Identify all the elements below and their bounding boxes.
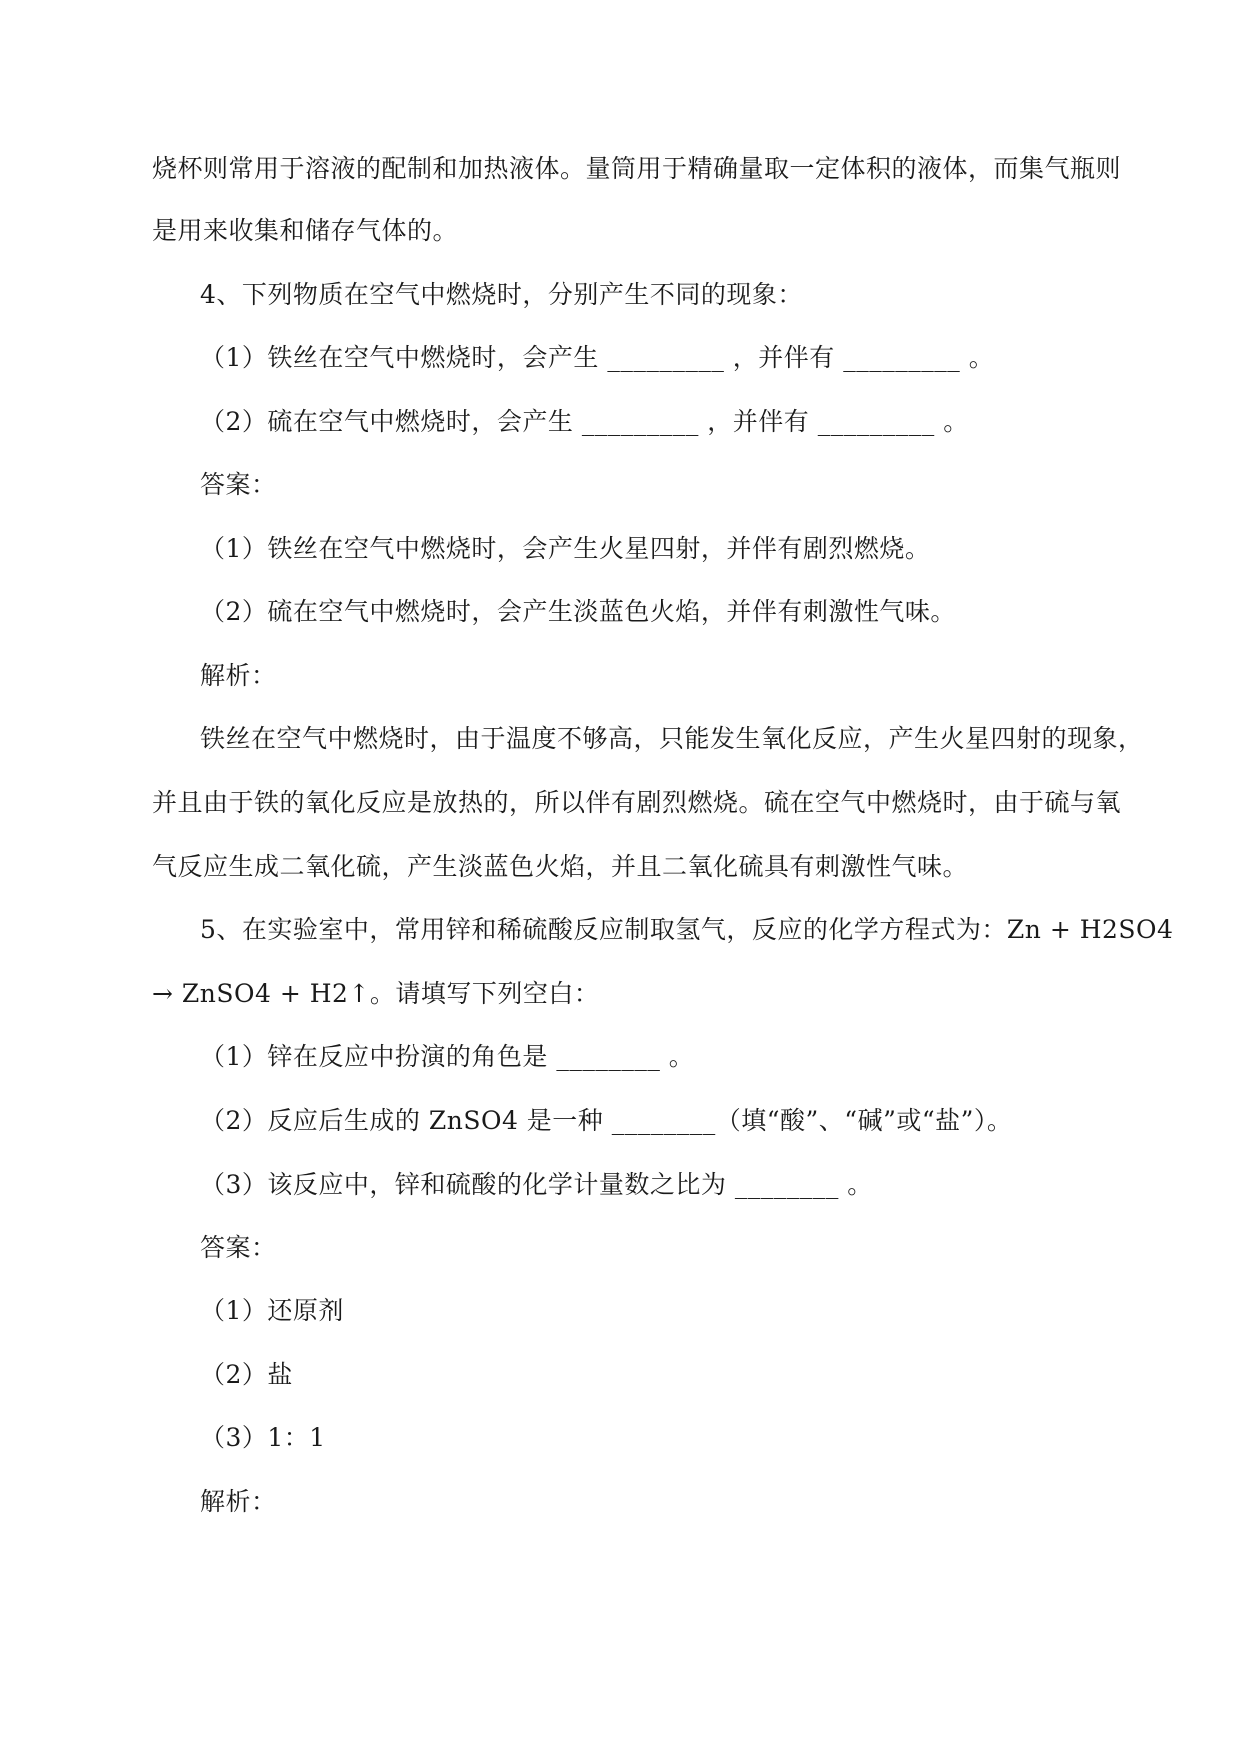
- question-5-item-1: （1）锌在反应中扮演的角色是 ________ 。: [200, 1042, 695, 1071]
- analysis-line: 并且由于铁的氧化反应是放热的，所以伴有剧烈燃烧。硫在空气中燃烧时，由于硫与氧: [152, 788, 1122, 817]
- analysis-line: 铁丝在空气中燃烧时，由于温度不够高，只能发生氧化反应，产生火星四射的现象，: [200, 724, 1144, 753]
- analysis-heading: 解析：: [200, 661, 277, 690]
- question-5-item-2: （2）反应后生成的 ZnSO4 是一种 ________（填“酸”、“碱”或“盐”）。: [200, 1106, 1013, 1135]
- paragraph-line: 烧杯则常用于溶液的配制和加热液体。量筒用于精确量取一定体积的液体，而集气瓶则: [152, 154, 1122, 183]
- paragraph-line: 是用来收集和储存气体的。: [152, 216, 459, 245]
- answer-4-item-2: （2）硫在空气中燃烧时，会产生淡蓝色火焰，并伴有刺激性气味。: [200, 597, 956, 626]
- answer-heading: 答案：: [200, 1233, 277, 1262]
- question-4-title: 4、下列物质在空气中燃烧时，分别产生不同的现象：: [200, 280, 803, 309]
- answer-5-item-2: （2）盐: [200, 1360, 293, 1389]
- question-5-item-3: （3）该反应中，锌和硫酸的化学计量数之比为 ________ 。: [200, 1170, 873, 1199]
- answer-4-item-1: （1）铁丝在空气中燃烧时，会产生火星四射，并伴有剧烈燃烧。: [200, 534, 931, 563]
- analysis-line: 气反应生成二氧化硫，产生淡蓝色火焰，并且二氧化硫具有刺激性气味。: [152, 852, 969, 881]
- answer-5-item-3: （3）1：1: [200, 1423, 326, 1452]
- question-5-title-cont: → ZnSO4 + H2↑。请填写下列空白：: [152, 979, 600, 1008]
- analysis-heading: 解析：: [200, 1487, 277, 1516]
- answer-5-item-1: （1）还原剂: [200, 1296, 344, 1325]
- question-4-item-1: （1）铁丝在空气中燃烧时，会产生 _________ ，并伴有 _________ 。: [200, 343, 995, 372]
- question-5-title: 5、在实验室中，常用锌和稀硫酸反应制取氢气，反应的化学方程式为：Zn + H2SO4: [200, 915, 1174, 944]
- answer-heading: 答案：: [200, 470, 277, 499]
- question-4-item-2: （2）硫在空气中燃烧时，会产生 _________ ，并伴有 _________ 。: [200, 407, 969, 436]
